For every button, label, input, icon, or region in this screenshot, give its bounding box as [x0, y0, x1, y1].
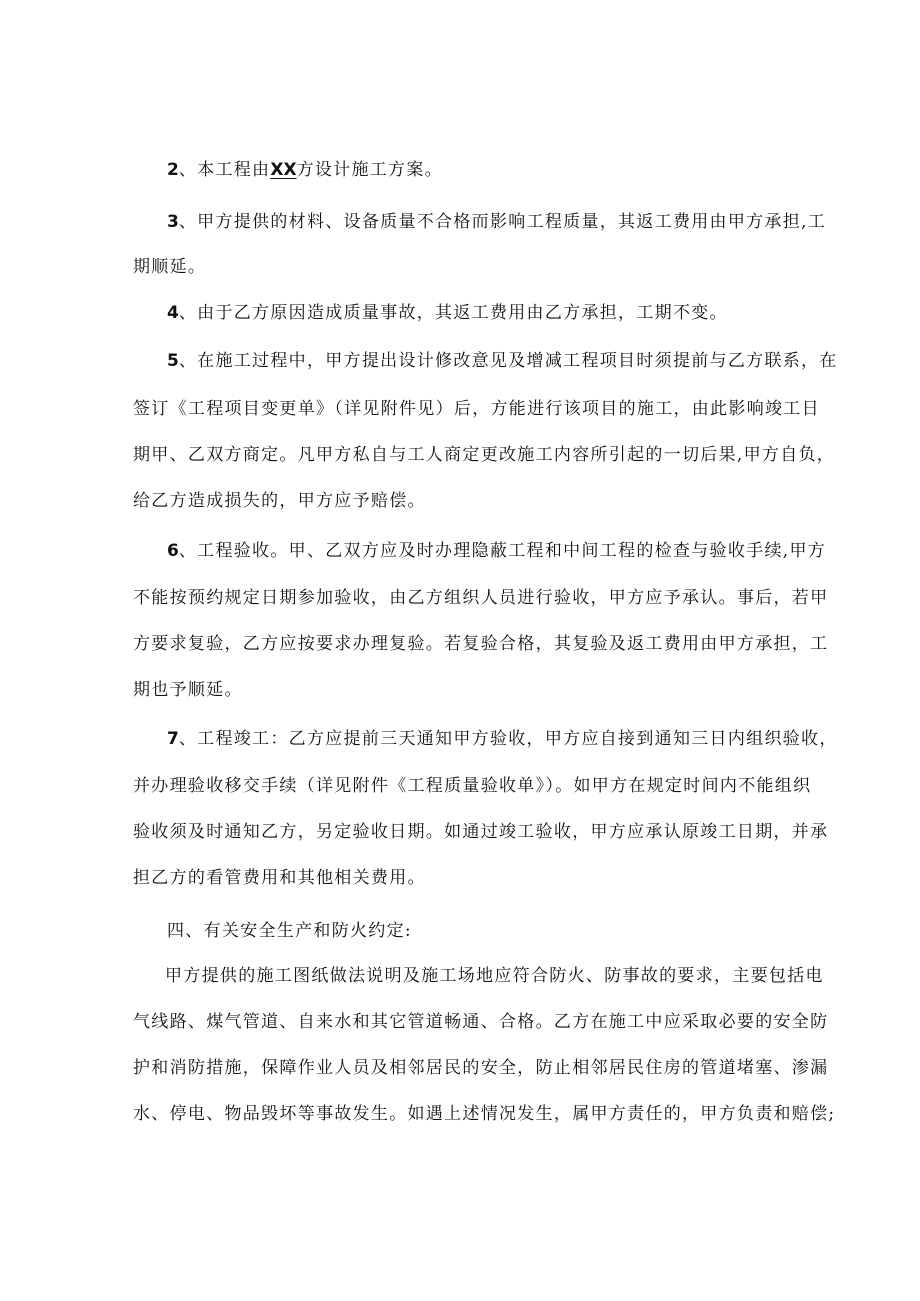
clause-2-party-placeholder: XX [270, 160, 297, 180]
clause-3-line-1 [167, 212, 827, 232]
section-4-line-1: 甲方提供的施工图纸做法说明及施工场地应符合防火、防事故的要求，主要包括电 [165, 966, 824, 986]
clause-2 [167, 160, 443, 180]
clause-7-line-2: 并办理验收移交手续（详见附件《工程质量验收单》）。如甲方在规定时间内不能组织 [133, 776, 812, 796]
clause-2-text-post: 方设计施工方案。 [296, 160, 443, 180]
clause-3-text-1: 、甲方提供的材料、设备质量不合格而影响工程质量，其返工费用由甲方承担,工 [178, 212, 827, 232]
clause-5-number: 5 [167, 351, 179, 371]
section-4-line-2: 气线路、煤气管道、自来水和其它管道畅通、合格。乙方在施工中应采取必要的安全防 [133, 1012, 829, 1032]
clause-6-line-1 [167, 541, 827, 561]
clause-5-line-1 [167, 351, 838, 371]
clause-2-text-pre: 、本工程由 [178, 160, 271, 180]
clause-2-number: 2 [167, 160, 179, 180]
clause-5-text-1: 、在施工过程中，甲方提出设计修改意见及增减工程项目时须提前与乙方联系，在 [178, 351, 838, 371]
clause-6-line-2: 不能按预约规定日期参加验收，由乙方组织人员进行验收，甲方应予承认。事后，若甲 [133, 588, 829, 608]
clause-7-line-3: 验收须及时通知乙方，另定验收日期。如通过竣工验收，甲方应承认原竣工日期，并承 [133, 822, 829, 842]
clause-4-number: 4 [167, 303, 179, 323]
clause-7-number: 7 [167, 729, 179, 749]
clause-7-line-4: 担乙方的看管费用和其他相关费用。 [133, 868, 426, 888]
section-4-line-4: 水、停电、物品毁坏等事故发生。如遇上述情况发生，属甲方责任的，甲方负责和赔偿; [133, 1104, 836, 1124]
clause-5-line-4: 给乙方造成损失的，甲方应予赔偿。 [133, 491, 426, 511]
clause-6-number: 6 [167, 541, 179, 561]
clause-4 [167, 303, 728, 323]
clause-5-line-3: 期甲、乙双方商定。凡甲方私自与工人商定更改施工内容所引起的一切后果,甲方自负， [133, 445, 836, 465]
clause-6-line-4: 期也予顺延。 [133, 680, 243, 700]
clause-7-text-1: 、工程竣工：乙方应提前三天通知甲方验收，甲方应自接到通知三日内组织验收， [178, 729, 838, 749]
clause-5-line-2: 签订《工程项目变更单》（详见附件见）后，方能进行该项目的施工，由此影响竣工日 [133, 399, 820, 419]
clause-7-line-1 [167, 729, 838, 749]
section-4-line-3: 护和消防措施，保障作业人员及相邻居民的安全，防止相邻居民住房的管道堵塞、渗漏 [133, 1058, 829, 1078]
clause-3-line-2: 期顺延。 [133, 257, 207, 277]
clause-3-number: 3 [167, 212, 179, 232]
clause-6-line-3: 方要求复验，乙方应按要求办理复验。若复验合格，其复验及返工费用由甲方承担，工 [133, 634, 829, 654]
section-4-heading: 四、有关安全生产和防火约定: [167, 921, 412, 941]
clause-4-text: 、由于乙方原因造成质量事故，其返工费用由乙方承担，工期不变。 [178, 303, 728, 323]
clause-6-text-1: 、工程验收。甲、乙双方应及时办理隐蔽工程和中间工程的检查与验收手续,甲方 [178, 541, 827, 561]
